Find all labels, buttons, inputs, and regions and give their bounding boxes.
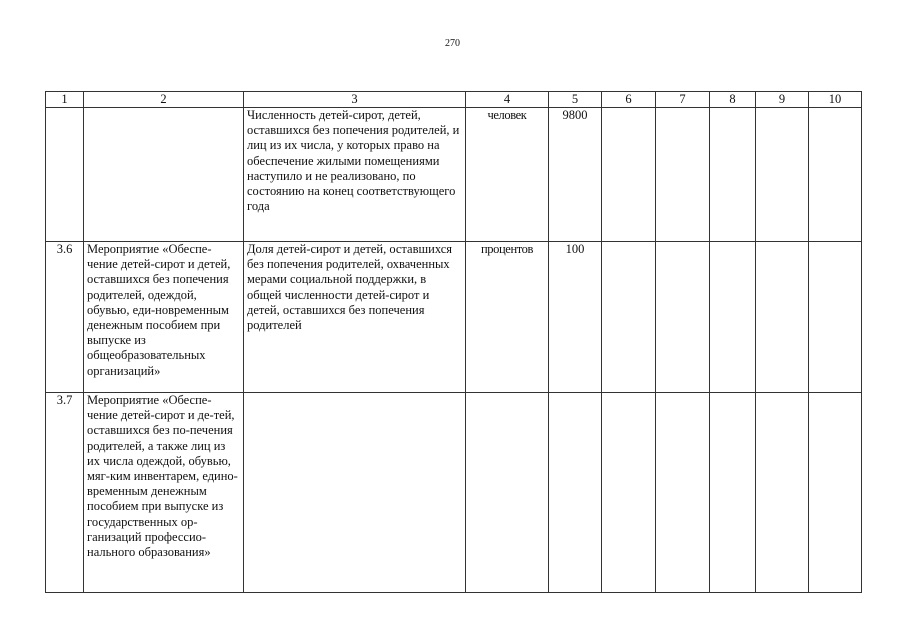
- event-cell: [84, 108, 244, 242]
- header-cell: 7: [656, 92, 710, 108]
- program-table: [45, 91, 862, 593]
- empty-cell: [656, 393, 710, 593]
- header-cell: 3: [244, 92, 466, 108]
- empty-cell: [756, 242, 809, 393]
- event-cell: Мероприятие «Обеспе-чение детей-сирот и детей, оставшихся без попечения родителей, одеждой, обувью, еди-новременным денежным пособием при выпуске из общеобразовательных организаций»: [84, 242, 244, 393]
- empty-cell: [809, 242, 862, 393]
- table-row: [46, 393, 862, 593]
- unit-cell: процентов: [466, 242, 549, 393]
- row-number: 3.6: [46, 242, 84, 393]
- header-cell: 8: [710, 92, 756, 108]
- value-cell: 100: [549, 242, 602, 393]
- header-cell: 2: [84, 92, 244, 108]
- empty-cell: [710, 393, 756, 593]
- event-cell: Мероприятие «Обеспе-чение детей-сирот и де-тей, оставшихся без по-печения родителей, а также лиц из их числа одеждой, обувью, мяг-ким инвентарем, едино-временным денежным пособием при выпуске из государственных ор-ганизаций профессио-нального образования»: [84, 393, 244, 593]
- empty-cell: [756, 393, 809, 593]
- header-cell: 1: [46, 92, 84, 108]
- indicator-cell: [244, 393, 466, 593]
- row-number: 3.7: [46, 393, 84, 593]
- page-number: 270: [445, 38, 460, 49]
- table-row: [46, 108, 862, 242]
- empty-cell: [809, 108, 862, 242]
- header-cell: 10: [809, 92, 862, 108]
- empty-cell: [602, 393, 656, 593]
- empty-cell: [602, 108, 656, 242]
- empty-cell: [656, 108, 710, 242]
- header-cell: 5: [549, 92, 602, 108]
- unit-cell: человек: [466, 108, 549, 242]
- empty-cell: [602, 242, 656, 393]
- value-cell: [549, 393, 602, 593]
- row-number: [46, 108, 84, 242]
- empty-cell: [710, 242, 756, 393]
- value-cell: 9800: [549, 108, 602, 242]
- header-cell: 9: [756, 92, 809, 108]
- indicator-cell: Численность детей-сирот, детей, оставшихся без попечения родителей, и лиц из их числа, у которых право на обеспечение жилыми помещениями наступило и не реализовано, по состоянию на конец соответствующего года: [244, 108, 466, 242]
- empty-cell: [809, 393, 862, 593]
- header-cell: 4: [466, 92, 549, 108]
- header-cell: 6: [602, 92, 656, 108]
- empty-cell: [656, 242, 710, 393]
- table-header-row: [46, 92, 862, 108]
- unit-cell: [466, 393, 549, 593]
- empty-cell: [710, 108, 756, 242]
- table-row: [46, 242, 862, 393]
- indicator-cell: Доля детей-сирот и детей, оставшихся без попечения родителей, охваченных мерами социальной поддержки, в общей численности детей-сирот и детей, оставшихся без попечения родителей: [244, 242, 466, 393]
- empty-cell: [756, 108, 809, 242]
